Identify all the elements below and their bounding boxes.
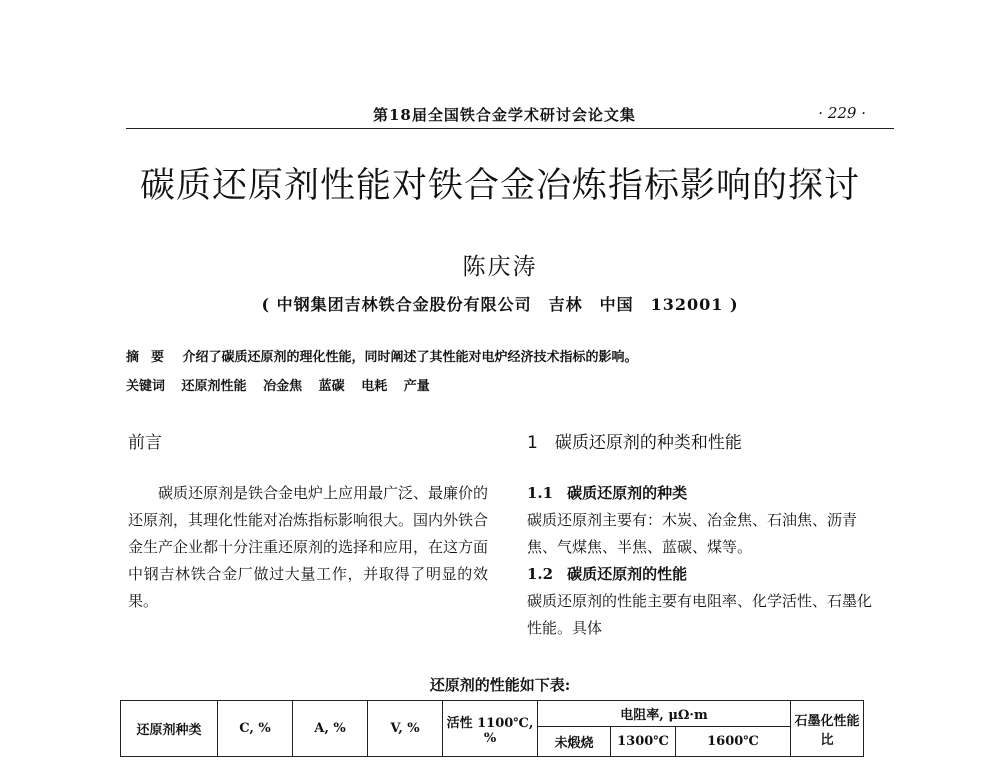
header-1600: 1600℃ (676, 727, 791, 757)
keyword: 冶金焦 (263, 379, 303, 394)
properties-table (120, 700, 864, 757)
preface-paragraph: 碳质还原剂是铁合金电炉上应用最广泛、最廉价的还原剂，其理化性能对冶炼指标影响很大。国内外铁合金生产企业都十分注重还原剂的选择和应用，在这方面中钢吉林铁合金厂做过大量工作，并取得了明显的效果。 (128, 484, 489, 610)
subsection-1-1-heading (527, 480, 877, 507)
subsection-1-2-text: 碳质还原剂的性能主要有电阻率、化学活性、石墨化性能。具体 (527, 592, 873, 637)
abstract (126, 346, 638, 365)
keyword: 蓝碳 (318, 379, 345, 394)
header-1300: 1300℃ (611, 727, 676, 757)
abstract-text: 介绍了碳质还原剂的理化性能，同时阐述了其性能对电炉经济技术指标的影响。 (182, 350, 638, 365)
subsection-title: 碳质还原剂的性能 (567, 565, 688, 583)
header-graphitization: 石墨化性能比 (791, 701, 864, 757)
subsection-number: 1.1 (527, 484, 554, 502)
preface-heading: 前言 (128, 433, 162, 453)
section1-heading: 1 碳质还原剂的种类和性能 (527, 433, 742, 453)
keywords (126, 375, 442, 394)
table-caption: 还原剂的性能如下表: (429, 676, 571, 694)
subsection-1-1-text: 碳质还原剂主要有：木炭、冶金焦、石油焦、沥青焦、气煤焦、半焦、蓝碳、煤等。 (527, 511, 858, 556)
affiliation: ( 中钢集团吉林铁合金股份有限公司 吉林 中国 132001 ) (261, 295, 739, 314)
header-unburnt: 未煅烧 (538, 727, 611, 757)
header-activity: 活性 1100℃, % (443, 701, 538, 757)
section1-body (527, 480, 877, 642)
page-number: · 229 · (818, 104, 866, 122)
header-rule (126, 128, 894, 129)
header-ash: A, % (293, 701, 368, 757)
subsection-number: 1.2 (527, 565, 554, 583)
header-type: 还原剂种类 (121, 701, 218, 757)
header-carbon: C, % (218, 701, 293, 757)
running-title: 第18届全国铁合金学术研讨会论文集 (373, 106, 636, 124)
keywords-label: 关键词 (126, 379, 166, 394)
subsection-1-2-heading (527, 561, 877, 588)
header-volatile: V, % (368, 701, 443, 757)
keyword: 产量 (403, 379, 430, 394)
keyword: 还原剂性能 (181, 379, 247, 394)
abstract-label: 摘要 (126, 350, 177, 365)
running-header (126, 100, 894, 126)
keyword: 电耗 (361, 379, 388, 394)
paper-title: 碳质还原剂性能对铁合金冶炼指标影响的探讨 (139, 166, 860, 206)
header-resistivity: 电阻率, μΩ·m (538, 701, 791, 727)
subsection-title: 碳质还原剂的种类 (567, 484, 688, 502)
author: 陈庆涛 (462, 254, 538, 280)
